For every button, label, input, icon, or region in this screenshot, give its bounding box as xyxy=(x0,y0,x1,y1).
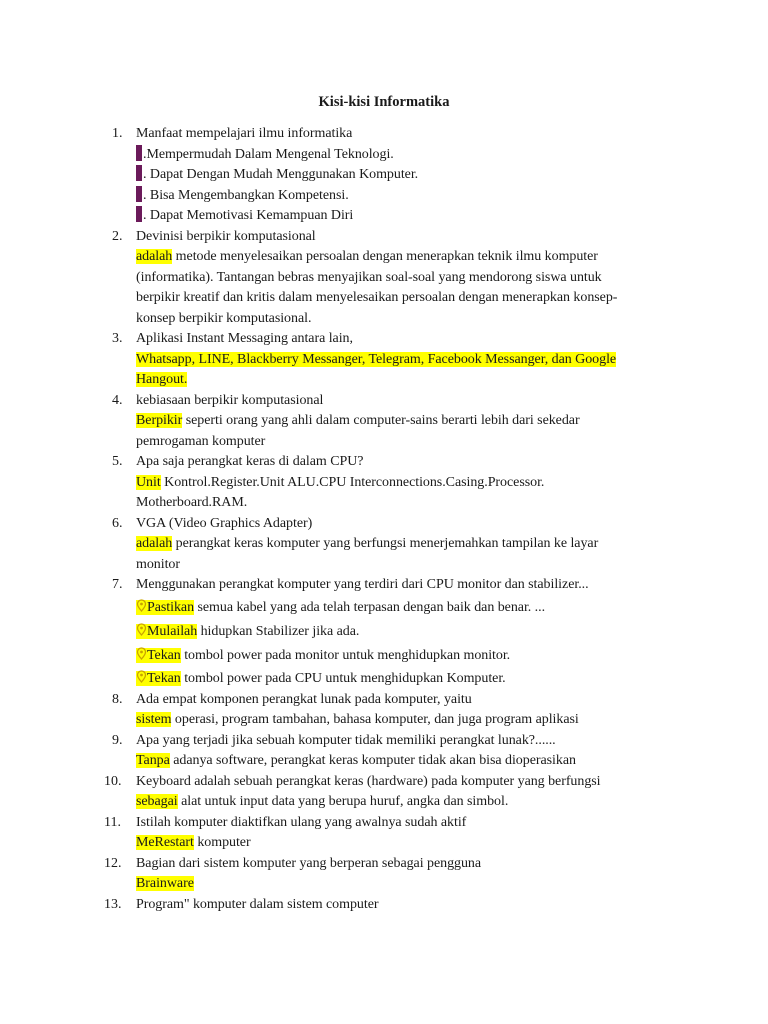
question-text: Menggunakan perangkat komputer yang terdiri dari CPU monitor dan stabilizer... xyxy=(136,577,589,592)
item-number: 1. xyxy=(112,126,123,141)
step-text: semua kabel yang ada telah terpasan dengan baik dan benar. ... xyxy=(194,600,546,615)
location-pin-icon xyxy=(136,623,147,637)
highlighted-word: Tanpa xyxy=(136,753,170,768)
question-text: Istilah komputer diaktifkan ulang yang awalnya sudah aktif xyxy=(136,815,467,830)
answer-line xyxy=(136,710,579,730)
answer-text: metode menyelesaikan persoalan dengan menerapkan teknik ilmu komputer xyxy=(172,249,598,264)
question-text: Keyboard adalah sebuah perangkat keras (hardware) pada komputer yang berfungsi xyxy=(136,774,601,789)
item-number: 12. xyxy=(104,856,122,871)
answer-line xyxy=(136,792,508,812)
highlighted-word: Brainware xyxy=(136,876,194,891)
question-text: Manfaat mempelajari ilmu informatika xyxy=(136,126,353,141)
list-item xyxy=(136,186,349,206)
highlighted-text: Whatsapp, LINE, Blackberry Messanger, Telegram, Facebook Messanger, dan Google xyxy=(136,352,617,367)
item-number: 2. xyxy=(112,229,123,244)
answer-line xyxy=(136,751,576,771)
list-item xyxy=(136,165,418,185)
list-item xyxy=(136,145,394,165)
answer-line xyxy=(136,534,598,554)
answer-text: Kontrol.Register.Unit ALU.CPU Interconnections.Casing.Processor. xyxy=(160,475,545,490)
step-line xyxy=(136,646,510,666)
item-number: 10. xyxy=(104,774,122,789)
highlighted-word: Unit xyxy=(136,475,161,490)
question-text: VGA (Video Graphics Adapter) xyxy=(136,516,313,531)
square-bullet-icon xyxy=(136,206,142,222)
answer-text: seperti orang yang ahli dalam computer-sains berarti lebih dari sekedar xyxy=(182,413,580,428)
answer-line xyxy=(136,350,616,370)
highlighted-word: sistem xyxy=(136,712,172,727)
answer-line: berpikir kreatif dan kritis dalam menyelesaikan persoalan dengan menerapkan konsep- xyxy=(136,290,618,305)
highlighted-word: MeRestart xyxy=(136,835,194,850)
answer-line: monitor xyxy=(136,557,180,572)
step-line xyxy=(136,669,506,689)
question-text: kebiasaan berpikir komputasional xyxy=(136,393,324,408)
list-item xyxy=(136,206,353,226)
answer-line xyxy=(136,874,194,894)
answer-line xyxy=(136,473,544,493)
item-number: 6. xyxy=(112,516,123,531)
step-keyword: Tekan xyxy=(147,671,181,686)
question-text: Apa saja perangkat keras di dalam CPU? xyxy=(136,454,364,469)
question-text: Apa yang terjadi jika sebuah komputer tidak memiliki perangkat lunak?...... xyxy=(136,733,556,748)
square-bullet-icon xyxy=(136,186,142,202)
bullet-text: .Mempermudah Dalam Mengenal Teknologi. xyxy=(143,147,394,162)
document-title: Kisi-kisi Informatika xyxy=(318,94,450,110)
item-number: 4. xyxy=(112,393,123,408)
step-line xyxy=(136,598,545,618)
answer-text: alat untuk input data yang berupa huruf, angka dan simbol. xyxy=(177,794,509,809)
answer-line xyxy=(136,411,580,431)
item-number: 8. xyxy=(112,692,123,707)
bullet-text: . Bisa Mengembangkan Kompetensi. xyxy=(143,188,349,203)
item-number: 7. xyxy=(112,577,123,592)
answer-line: Motherboard.RAM. xyxy=(136,495,248,510)
answer-text: perangkat keras komputer yang berfungsi menerjemahkan tampilan ke layar xyxy=(172,536,599,551)
answer-text: adanya software, perangkat keras komputer tidak akan bisa dioperasikan xyxy=(169,753,576,768)
highlighted-word: adalah xyxy=(136,249,173,264)
answer-line: (informatika). Tantangan bebras menyajikan soal-soal yang mendorong siswa untuk xyxy=(136,270,602,285)
item-number: 9. xyxy=(112,733,123,748)
question-text: Devinisi berpikir komputasional xyxy=(136,229,316,244)
answer-text: komputer xyxy=(193,835,251,850)
item-number: 3. xyxy=(112,331,123,346)
question-text: Aplikasi Instant Messaging antara lain, xyxy=(136,331,353,346)
bullet-text: . Dapat Dengan Mudah Menggunakan Komputer. xyxy=(143,167,419,182)
highlighted-text: Hangout. xyxy=(136,372,188,387)
step-keyword: Tekan xyxy=(147,648,181,663)
step-text: tombol power pada CPU untuk menghidupkan Komputer. xyxy=(180,671,506,686)
location-pin-icon xyxy=(136,670,147,684)
step-text: hidupkan Stabilizer jika ada. xyxy=(197,624,360,639)
answer-line xyxy=(136,370,187,390)
question-text: Ada empat komponen perangkat lunak pada komputer, yaitu xyxy=(136,692,472,707)
highlighted-word: sebagai xyxy=(136,794,178,809)
item-number: 13. xyxy=(104,897,122,912)
square-bullet-icon xyxy=(136,165,142,181)
step-text: tombol power pada monitor untuk menghidupkan monitor. xyxy=(180,648,511,663)
answer-line: konsep berpikir komputasional. xyxy=(136,311,312,326)
step-keyword: Mulailah xyxy=(147,624,198,639)
answer-text: operasi, program tambahan, bahasa komputer, dan juga program aplikasi xyxy=(171,712,579,727)
item-number: 11. xyxy=(104,815,121,830)
question-text: Bagian dari sistem komputer yang berperan sebagai pengguna xyxy=(136,856,482,871)
location-pin-icon xyxy=(136,599,147,613)
question-text: Program" komputer dalam sistem computer xyxy=(136,897,379,912)
step-line xyxy=(136,622,359,642)
location-pin-icon xyxy=(136,647,147,661)
highlighted-word: adalah xyxy=(136,536,173,551)
item-number: 5. xyxy=(112,454,123,469)
answer-line: pemrogaman komputer xyxy=(136,434,266,449)
answer-line xyxy=(136,247,598,267)
highlighted-word: Berpikir xyxy=(136,413,183,428)
step-keyword: Pastikan xyxy=(147,600,195,615)
bullet-text: . Dapat Memotivasi Kemampuan Diri xyxy=(143,208,354,223)
square-bullet-icon xyxy=(136,145,142,161)
answer-line xyxy=(136,833,251,853)
